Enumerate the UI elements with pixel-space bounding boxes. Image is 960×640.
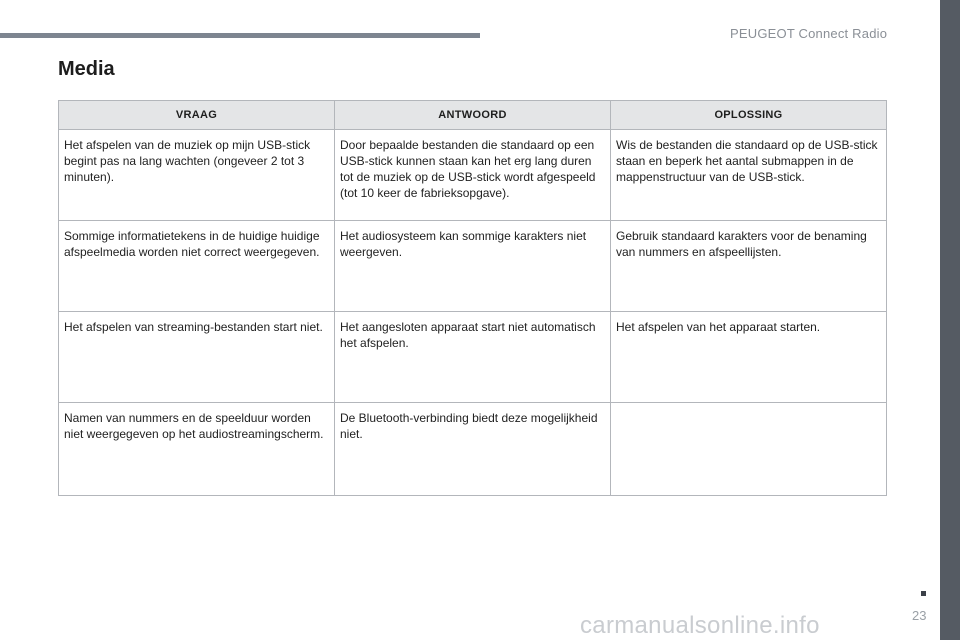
manual-title: PEUGEOT Connect Radio bbox=[730, 26, 888, 41]
faq-table bbox=[58, 100, 887, 496]
cell-antwoord: Door bepaalde bestanden die standaard op een USB-stick kunnen staan kan het erg lang duren tot de muziek op de USB-stick wordt afgespeeld (tot 10 keer de fabrieksopgave). bbox=[335, 130, 611, 221]
table-row bbox=[59, 312, 887, 403]
table-header-row bbox=[59, 101, 887, 130]
cell-vraag: Sommige informatietekens in de huidige huidige afspeelmedia worden niet correct weergegeven. bbox=[59, 221, 335, 312]
section-title: Media bbox=[58, 58, 115, 80]
column-header-antwoord: ANTWOORD bbox=[335, 101, 611, 130]
table-row bbox=[59, 403, 887, 496]
table-row bbox=[59, 221, 887, 312]
cell-vraag: Het afspelen van de muziek op mijn USB-stick begint pas na lang wachten (ongeveer 2 tot 3 minuten). bbox=[59, 130, 335, 221]
watermark: carmanualsonline.info bbox=[580, 612, 820, 639]
cell-oplossing bbox=[611, 403, 887, 496]
cell-vraag: Namen van nummers en de speelduur worden niet weergegeven op het audiostreamingscherm. bbox=[59, 403, 335, 496]
cell-antwoord: Het audiosysteem kan sommige karakters niet weergeven. bbox=[335, 221, 611, 312]
cell-oplossing: Wis de bestanden die standaard op de USB-stick staan en beperk het aantal submappen in de mappenstructuur van de USB-stick. bbox=[611, 130, 887, 221]
page-marker bbox=[921, 591, 926, 596]
column-header-vraag: VRAAG bbox=[59, 101, 335, 130]
table-row bbox=[59, 130, 887, 221]
cell-oplossing: Gebruik standaard karakters voor de benaming van nummers en afspeellijsten. bbox=[611, 221, 887, 312]
column-header-oplossing: OPLOSSING bbox=[611, 101, 887, 130]
cell-oplossing: Het afspelen van het apparaat starten. bbox=[611, 312, 887, 403]
cell-vraag: Het afspelen van streaming-bestanden start niet. bbox=[59, 312, 335, 403]
page-number: 23 bbox=[912, 608, 927, 623]
cell-antwoord: Het aangesloten apparaat start niet automatisch het afspelen. bbox=[335, 312, 611, 403]
cell-antwoord: De Bluetooth-verbinding biedt deze mogelijkheid niet. bbox=[335, 403, 611, 496]
header-rule bbox=[0, 33, 480, 38]
side-bar bbox=[940, 0, 960, 640]
